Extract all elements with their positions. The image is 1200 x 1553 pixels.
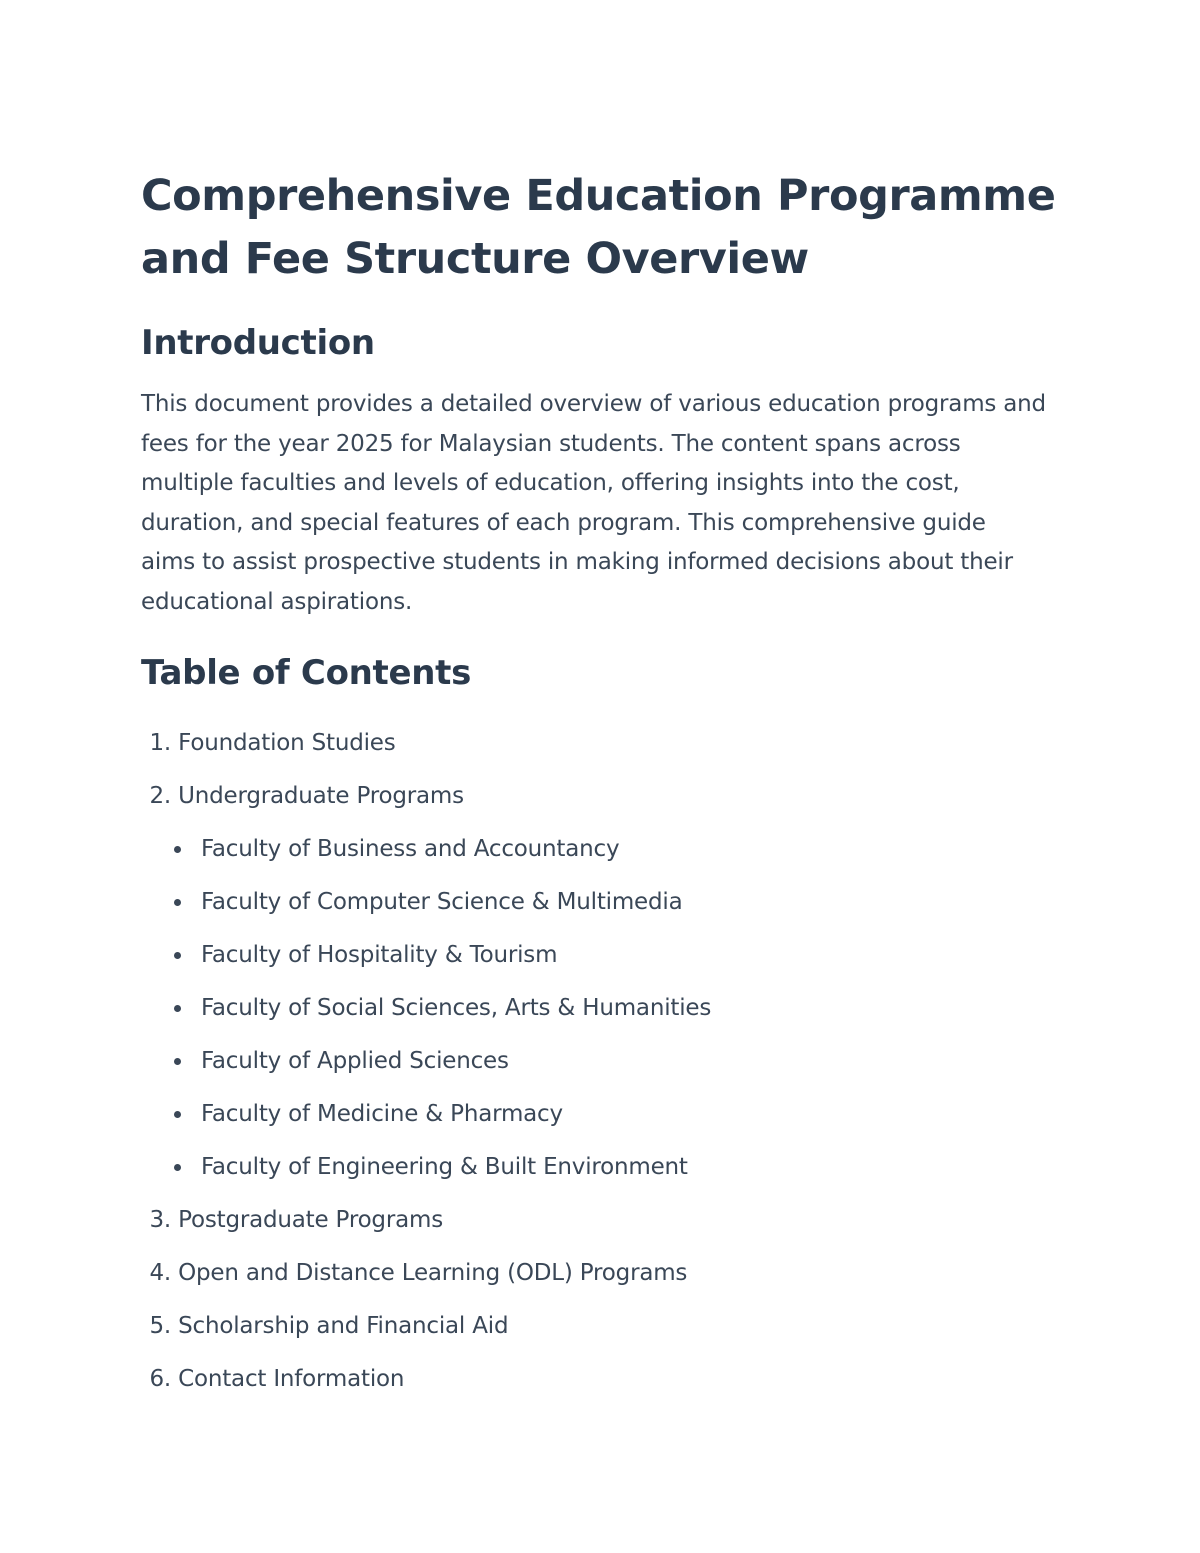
faculty-label: Faculty of Applied Sciences — [201, 1047, 509, 1074]
faculty-label: Faculty of Medicine & Pharmacy — [201, 1100, 563, 1127]
introduction-paragraph: This document provides a detailed overview of various education programs and fees for the year 2025 for Malaysian students. The content spans across multiple faculties and levels of education, offering insights into the cost, duration, and special features of each program. This comprehensive guide aims to assist prospective students in making informed decisions about their educational aspirations. — [141, 391, 1046, 615]
bullet-icon — [174, 899, 181, 906]
toc-item-number: 1. — [149, 729, 171, 756]
faculty-item — [171, 876, 1061, 929]
bullet-icon — [174, 1005, 181, 1012]
toc-item-label: Foundation Studies — [178, 729, 396, 756]
bullet-icon — [174, 952, 181, 959]
toc-item-label: Open and Distance Learning (ODL) Programs — [178, 1259, 688, 1286]
toc-item-foundation — [141, 717, 1061, 770]
toc-item-label: Undergraduate Programs — [178, 782, 464, 809]
toc-item-contact — [141, 1353, 1061, 1406]
bullet-icon — [174, 846, 181, 853]
faculty-label: Faculty of Business and Accountancy — [201, 835, 620, 862]
toc-item-postgraduate — [141, 1194, 1061, 1247]
toc-item-odl — [141, 1247, 1061, 1300]
toc-item-undergraduate — [141, 770, 1061, 1194]
toc-item-number: 6. — [149, 1365, 171, 1392]
table-of-contents — [141, 717, 1061, 1406]
introduction-heading: Introduction — [141, 323, 375, 363]
toc-item-label: Scholarship and Financial Aid — [178, 1312, 509, 1339]
undergraduate-faculty-list — [141, 823, 1061, 1194]
toc-item-scholarship — [141, 1300, 1061, 1353]
toc-item-number: 3. — [149, 1206, 171, 1233]
toc-item-label: Contact Information — [178, 1365, 405, 1392]
faculty-label: Faculty of Engineering & Built Environment — [201, 1153, 688, 1180]
toc-item-label: Postgraduate Programs — [178, 1206, 443, 1233]
toc-heading: Table of Contents — [141, 652, 472, 693]
faculty-item — [171, 929, 1061, 982]
bullet-icon — [174, 1058, 181, 1065]
faculty-item — [171, 982, 1061, 1035]
faculty-item — [171, 1088, 1061, 1141]
toc-item-number: 4. — [149, 1259, 171, 1286]
faculty-item — [171, 823, 1061, 876]
bullet-icon — [174, 1111, 181, 1118]
toc-item-number: 5. — [149, 1312, 171, 1339]
toc-item-number: 2. — [149, 782, 171, 809]
faculty-item — [171, 1035, 1061, 1088]
document-page — [141, 165, 1061, 1406]
document-title: Comprehensive Education Programme and Fee Structure Overview — [141, 171, 1056, 284]
faculty-label: Faculty of Computer Science & Multimedia — [201, 888, 683, 915]
faculty-label: Faculty of Hospitality & Tourism — [201, 941, 558, 968]
faculty-label: Faculty of Social Sciences, Arts & Humanities — [201, 994, 712, 1021]
faculty-item — [171, 1141, 1061, 1194]
bullet-icon — [174, 1164, 181, 1171]
